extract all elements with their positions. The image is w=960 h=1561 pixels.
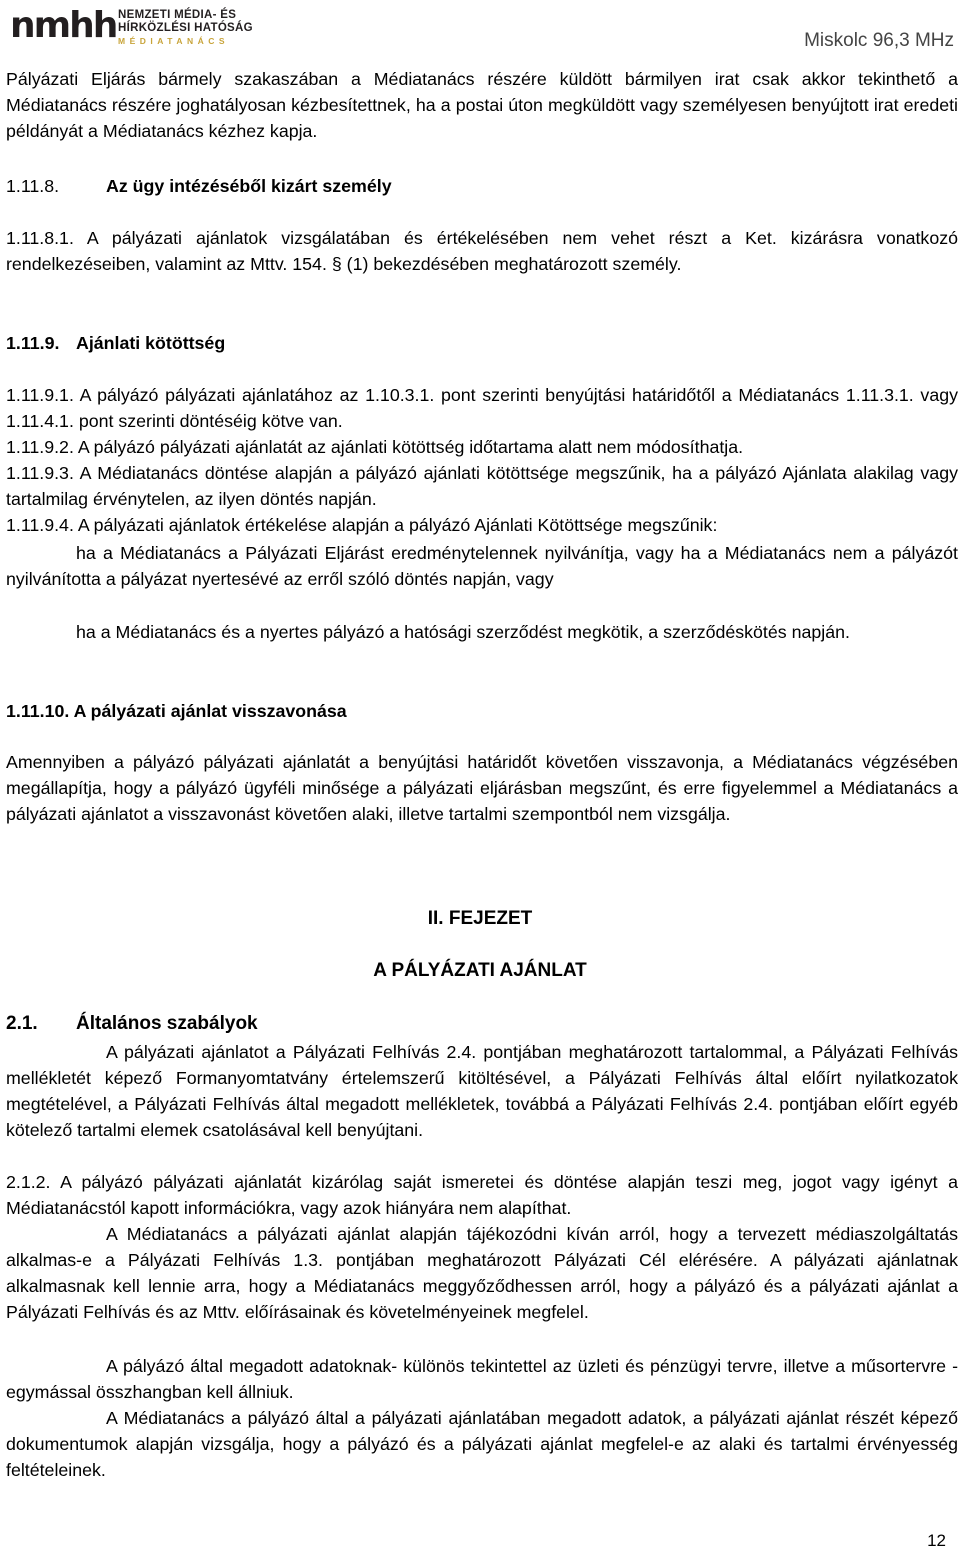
page-number: 12 [927,1531,946,1550]
section-heading-1-11-10: 1.11.10. A pályázati ajánlat visszavonása [6,701,347,721]
station-label: Miskolc 96,3 MHz [804,30,954,51]
paragraph-1-11-9-1: 1.11.9.1. A pályázó pályázati ajánlatához az 1.10.3.1. pont szerinti benyújtási határidőtől a Médiatanács 1.11.3.1. vagy 1.11.4.1. pont szerinti döntéséig kötve van. [6,385,958,431]
paragraph-2-1-2: 2.1.2. A pályázó pályázati ajánlatát kizárólag saját ismeretei és döntése alapján teszi meg, jogot vagy igényt a Médiatanácstól kapott információkra, vagy azok hiányára nem alapíthat. [6,1172,958,1218]
paragraph-2-1-4: A pályázó által megadott adatoknak- különös tekintettel az üzleti és pénzügyi tervre, illetve a műsortervre - egymással összhangban kell állniuk. [6,1356,958,1402]
intro-paragraph: Pályázati Eljárás bármely szakaszában a Médiatanács részére küldött bármilyen irat csak akkor tekinthető a Médiatanács részére joghatályosan kézbesítettnek, ha a postai úton megküldött vagy személyesen benyújtott irat eredeti példányát a Médiatanács kézhez kapja. [6,69,958,141]
list-item-b: ha a Médiatanács és a nyertes pályázó a hatósági szerződést megkötik, a szerződéskötés napján. [76,622,850,642]
section-heading-1-11-9: 1.11.9. Ajánlati kötöttség [6,333,226,353]
section-heading-2-1: 2.1. Általános szabályok [6,1013,258,1034]
paragraph-1-11-9-2: 1.11.9.2. A pályázó pályázati ajánlatát az ajánlati kötöttség időtartama alatt nem módosíthatja. [6,437,744,457]
nmhh-logo [10,6,260,46]
paragraph-1-11-9-3: 1.11.9.3. A Médiatanács döntése alapján a pályázó ajánlati kötöttsége megszűnik, ha a pályázó Ajánlata alakilag vagy tartalmilag érvénytelen, az ilyen döntés napján. [6,463,958,509]
paragraph-1-11-10: Amennyiben a pályázó pályázati ajánlatát a benyújtási határidőt követően visszavonja, a Médiatanács végzésében megállapítja, hogy a pályázó ügyféli minősége a pályázati eljárásban megszűnt, és erre figyelemmel a Médiatanács a pályázati ajánlatot a visszavonást követően alaki, illetve tartalmi szempontból nem vizsgálja. [6,752,958,824]
paragraph-2-1-3: A Médiatanács a pályázati ajánlat alapján tájékozódni kíván arról, hogy a tervezett médiaszolgáltatás alkalmas-e a Pályázati Felhívás 1.3. pontjában meghatározott Pályázati Cél elérésére. A pályázati ajánlatnak alkalmasnak kell lennie arra, hogy a Médiatanács meggyőződhessen arról, hogy a pályázó és a pályázati ajánlat a Pályázati Felhívás és az Mttv. előírásainak és követelményeinek megfelel. [6,1224,958,1322]
paragraph-2-1-5: A Médiatanács a pályázó által a pályázati ajánlatában megadott adatok, a pályázati ajánlat részét képező dokumentumok alapján vizsgálja, hogy a pályázó és a pályázati ajánlat megfelel-e az alaki és tartalmi érvényesség feltételeinek. [6,1408,958,1480]
section-heading-1-11-8: 1.11.8. Az ügy intézéséből kizárt személy [6,176,392,196]
paragraph-1-11-9-4: 1.11.9.4. A pályázati ajánlatok értékelése alapján a pályázó Ajánlati Kötöttsége megszűnik: [6,515,718,535]
chapter-title: A PÁLYÁZATI AJÁNLAT [373,960,587,981]
logo-mark: nmhh [10,5,117,46]
list-item-a: ha a Médiatanács a Pályázati Eljárást eredménytelennek nyilvánítja, vagy ha a Médiatanács nem a pályázót nyilvánította a pályázat nyertesévé az erről szóló döntés napján, vagy [6,543,958,589]
chapter-number: II. FEJEZET [427,908,533,929]
logo-organization: NEMZETI MÉDIA- ÉS HÍRKÖZLÉSI HATÓSÁG MÉDIATANÁCS [118,9,253,46]
paragraph-2-1-1: A pályázati ajánlatot a Pályázati Felhívás 2.4. pontjában meghatározott tartalommal, a Pályázati Felhívás mellékletét képező Formanyomtatvány értelemszerű kitöltésével, a Pályázati Felhívás által előírt nyilatkozatok megtételével, a Pályázati Felhívás által megadott mellékletek, továbbá a Pályázati Felhívás 2.4. pontjában előírt egyéb kötelező tartalmi elemek csatolásával kell benyújtani. [6,1042,958,1140]
paragraph-1-11-8-1: 1.11.8.1. A pályázati ajánlatok vizsgálatában és értékelésében nem vehet részt a Ket. kizárásra vonatkozó rendelkezéseiben, valamint az Mttv. 154. § (1) bekezdésében meghatározott személy. [6,228,958,274]
